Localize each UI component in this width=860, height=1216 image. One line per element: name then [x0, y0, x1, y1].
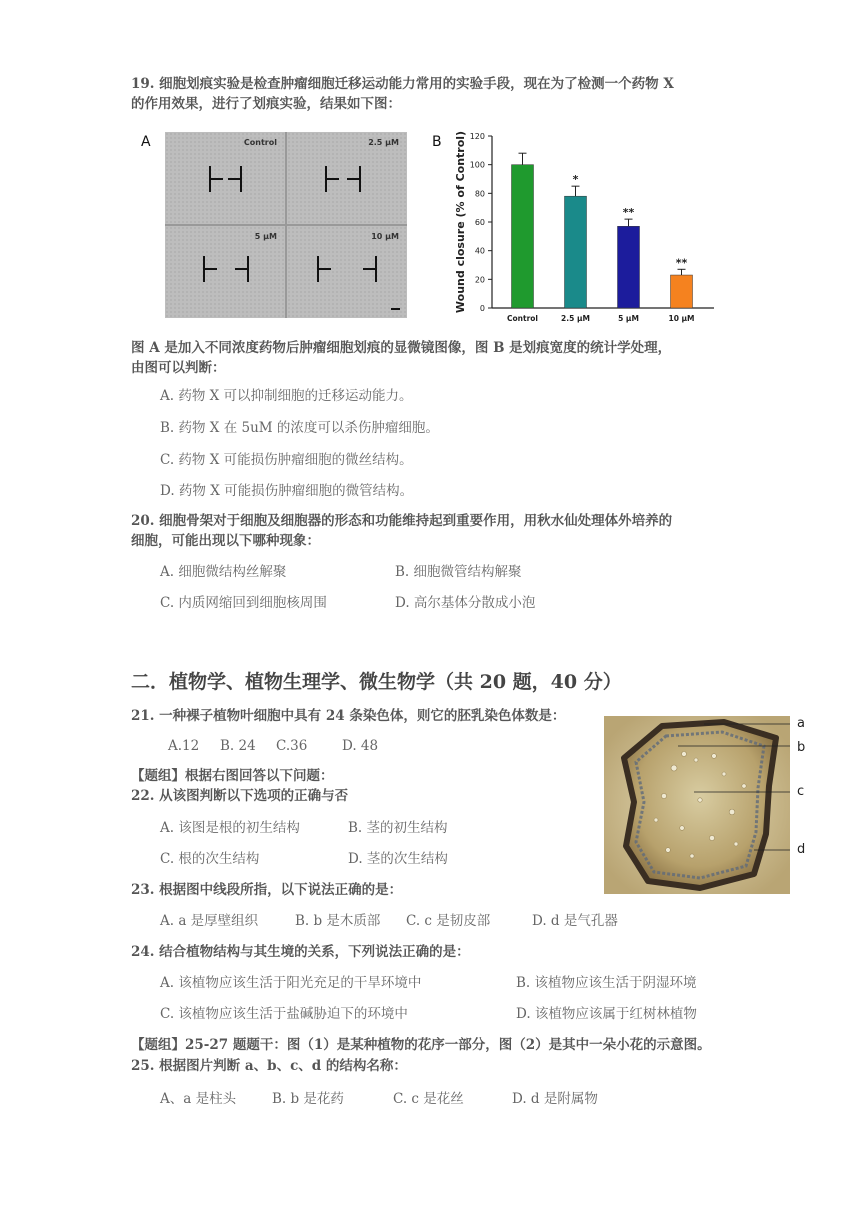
q21-stem: 21. 一种裸子植物叶细胞中具有 24 条染色体，则它的胚乳染色体数是：: [131, 708, 566, 724]
q22-stem: 22. 从该图判断以下选项的正确与否: [131, 788, 349, 804]
y-axis-label: Wound closure (% of Control): [454, 130, 467, 314]
q20-stem-line1: 20. 细胞骨架对于细胞及细胞器的形态和功能维持起到重要作用，用秋水仙处理体外培养的: [131, 513, 673, 529]
q20-option-b: B. 细胞微管结构解聚: [395, 564, 522, 580]
q21-option-a: A.12: [168, 738, 200, 754]
bar: [512, 165, 534, 308]
q22-option-b: B. 茎的初生结构: [348, 820, 448, 836]
q21-option-c: C.36: [276, 738, 308, 754]
q19-option-d: D. 药物 X 可能损伤肿瘤细胞的微管结构。: [160, 483, 414, 499]
wound-healing-micrographs: [165, 132, 407, 318]
x-tick-label: 2.5 μM: [561, 314, 590, 323]
q24-option-b: B. 该植物应该生活于阴湿环境: [516, 975, 697, 991]
y-tick-label: 40: [474, 246, 485, 256]
x-tick-label: 5 μM: [618, 314, 639, 323]
bar: [565, 196, 587, 308]
q23-option-b: B. b 是木质部: [295, 913, 381, 929]
micro-label-b: b: [797, 740, 806, 755]
q24-stem: 24. 结合植物结构与其生境的关系，下列说法正确的是：: [131, 944, 470, 960]
micrograph-label: 10 μM: [371, 232, 399, 241]
q21-option-d: D. 48: [342, 738, 379, 754]
group2-label: 【题组】25-27 题题干：图（1）是某种植物的花序一部分，图（2）是其中一朵小花的示意图。: [131, 1037, 711, 1053]
q20-option-d: D. 高尔基体分散成小泡: [395, 595, 536, 611]
q20-option-a: A. 细胞微结构丝解聚: [160, 564, 287, 580]
significance-label: **: [622, 206, 635, 220]
q25-option-c: C. c 是花丝: [393, 1091, 464, 1107]
micrograph-10uM: [287, 226, 407, 318]
bar: [671, 275, 693, 308]
micrograph-5uM: [165, 226, 285, 318]
micrograph-2-5uM: [287, 132, 407, 224]
y-tick-label: 100: [469, 160, 485, 170]
q19-stem-line1: 19. 细胞划痕实验是检查肿瘤细胞迁移运动能力常用的实验手段，现在为了检测一个药物 X: [131, 76, 674, 92]
plant-cross-section-micrograph: [604, 716, 790, 894]
q19-option-a: A. 药物 X 可以抑制细胞的迁移运动能力。: [160, 388, 413, 404]
y-tick-label: 60: [474, 218, 485, 227]
q23-option-d: D. d 是气孔器: [532, 913, 618, 929]
y-tick-label: 120: [469, 132, 485, 141]
micrograph-label: Control: [243, 138, 277, 147]
x-tick-label: Control: [506, 314, 539, 323]
q25-stem: 25. 根据图片判断 a、b、c、d 的结构名称：: [131, 1058, 407, 1074]
micrograph-label: 5 μM: [254, 232, 277, 241]
q23-option-c: C. c 是韧皮部: [406, 913, 491, 929]
q24-option-c: C. 该植物应该生活于盐碱胁迫下的环境中: [160, 1006, 408, 1022]
micrograph-control: [165, 132, 285, 224]
q20-option-c: C. 内质网缩回到细胞核周围: [160, 595, 327, 611]
micro-label-c: c: [797, 784, 805, 799]
significance-label: *: [572, 173, 579, 187]
q23-option-a: A. a 是厚壁组织: [160, 913, 259, 929]
micro-label-a: a: [797, 716, 805, 731]
q25-option-b: B. b 是花药: [272, 1091, 344, 1107]
q19-option-b: B. 药物 X 在 5uM 的浓度可以杀伤肿瘤细胞。: [160, 420, 439, 436]
q19-stem-line2: 的作用效果，进行了划痕实验，结果如下图：: [131, 96, 401, 112]
q22-option-d: D. 茎的次生结构: [348, 851, 448, 867]
q21-option-b: B. 24: [220, 738, 256, 754]
q20-stem-line2: 细胞，可能出现以下哪种现象：: [131, 533, 320, 549]
panel-a-letter: A: [141, 134, 151, 150]
q24-option-d: D. 该植物应该属于红树林植物: [516, 1006, 697, 1022]
micro-label-d: d: [797, 842, 806, 857]
bar: [618, 226, 640, 308]
q19-caption-line1: 图 A 是加入不同浓度药物后肿瘤细胞划痕的显微镜图像，图 B 是划痕宽度的统计学处理，: [131, 340, 672, 356]
wound-closure-bar-chart: [446, 122, 718, 328]
q19-caption-line2: 由图可以判断：: [131, 360, 226, 376]
y-tick-label: 80: [474, 189, 485, 199]
q23-stem: 23. 根据图中线段所指，以下说法正确的是：: [131, 882, 403, 898]
q25-option-a: A、a 是柱头: [160, 1091, 237, 1107]
panel-b-letter: B: [432, 134, 442, 150]
section-title: 二．植物学、植物生理学、微生物学（共 20 题，40 分）: [131, 671, 622, 693]
y-tick-label: 20: [474, 275, 485, 285]
q22-option-a: A. 该图是根的初生结构: [160, 820, 300, 836]
q24-option-a: A. 该植物应该生活于阳光充足的干旱环境中: [160, 975, 422, 991]
q19-option-c: C. 药物 X 可能损伤肿瘤细胞的微丝结构。: [160, 452, 413, 468]
micrograph-label: 2.5 μM: [368, 138, 399, 147]
significance-label: **: [675, 256, 688, 270]
x-tick-label: 10 μM: [668, 314, 695, 323]
y-tick-label: 0: [479, 304, 485, 313]
q25-option-d: D. d 是附属物: [512, 1091, 598, 1107]
group1-label: 【题组】根据右图回答以下问题：: [131, 768, 334, 784]
q22-option-c: C. 根的次生结构: [160, 851, 260, 867]
